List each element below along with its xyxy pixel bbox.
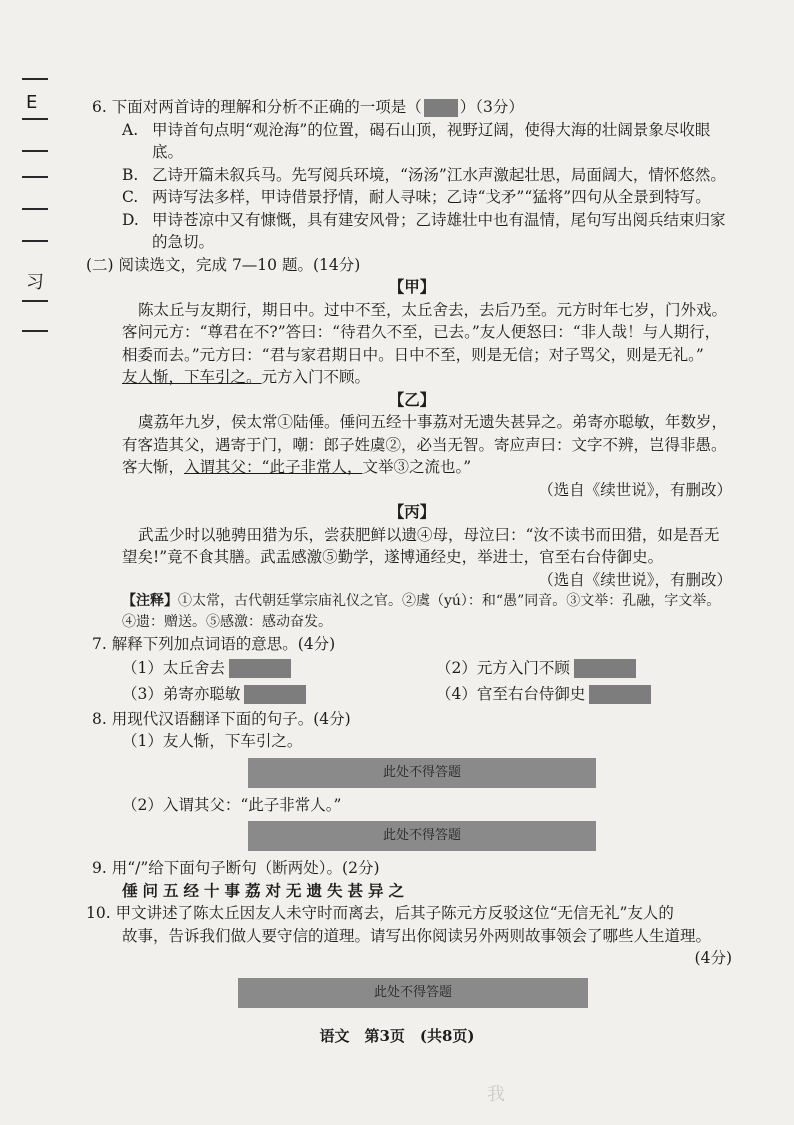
q10-stem: 故事，告诉我们做人要守信的道理。请写出你阅读另外两则故事领会了哪些人生道理。 xyxy=(122,926,712,945)
no-answer-bar: 此处不得答题 xyxy=(248,821,596,851)
passage-line: 陈太丘与友期行，期日中。过中不至，太丘舍去，去后乃至。元方时年七岁，门外戏。 xyxy=(138,300,728,319)
q6-score: ）（3分） xyxy=(459,98,524,116)
passage-text: 客大惭， xyxy=(122,458,185,476)
q8-stem: 8. 用现代汉语翻译下面的句子。(4分) xyxy=(92,709,351,728)
q7-row xyxy=(92,682,732,708)
q7-item-4 xyxy=(418,682,732,708)
q7-item-text: （1）太丘舍去 xyxy=(122,659,225,678)
q8-answer-area-1[interactable] xyxy=(248,758,596,788)
q8-item-1: （1）友人惭，下车引之。 xyxy=(122,732,303,750)
option-text: 甲诗首句点明“观沧海”的位置，碣石山顶，视野辽阔，使得大海的壮阔景象尽收眼底。 xyxy=(152,120,711,161)
margin-line xyxy=(22,150,48,152)
margin-line xyxy=(22,300,48,302)
option-label: D. xyxy=(122,210,139,229)
annotation-line xyxy=(92,591,732,612)
q9-sentence: 倕问五经十事荔对无遗失甚异之 xyxy=(122,880,410,900)
q7-item-1 xyxy=(122,656,418,682)
q7-answer-box[interactable] xyxy=(229,659,291,678)
option-label: B. xyxy=(122,165,139,184)
q10-stem: 10. 甲文讲述了陈太丘因友人未守时而离去，后其子陈元方反驳这位“无信无礼”友人的 xyxy=(86,904,674,922)
option-text: 乙诗开篇未叙兵马。先写阅兵环境，“汤汤”江水声激起壮思，局面阔大，情怀悠然。 xyxy=(152,165,726,184)
annotation-text: ①太常，古代朝廷掌宗庙礼仪之官。②虞（yú）：和“愚”同音。③文举：孔融，字文举。 xyxy=(178,593,721,609)
margin-line xyxy=(22,240,48,242)
passage-bing-title: 【丙】 xyxy=(388,502,436,521)
q7-answer-box[interactable] xyxy=(574,659,636,678)
passage-text: 文举③之流也。” xyxy=(362,458,472,476)
q7-item-text: （3）弟寄亦聪敏 xyxy=(122,685,241,704)
q10-score: (4分) xyxy=(694,949,732,967)
q6-answer-box[interactable] xyxy=(424,99,458,117)
passage-line: 有客造其父，遇寄于门，嘲：郎子姓虞②，必当无智。寄应声曰：文字不辨，岂得非愚。 xyxy=(122,435,727,454)
q7-item-text: （4）官至右台侍御史 xyxy=(436,685,586,704)
q7-row xyxy=(92,656,732,682)
q9-stem: 9. 用“/”给下面句子断句（断两处）。(2分) xyxy=(92,859,380,877)
margin-line xyxy=(22,330,48,332)
exam-content xyxy=(86,96,732,1008)
q7-item-3 xyxy=(122,682,418,708)
q6-stem-text: 6. 下面对两首诗的理解和分析不正确的一项是（ xyxy=(92,98,422,116)
passage-line: 虞荔年九岁，侯太常①陆倕。倕问五经十事荔对无遗失甚异之。弟寄亦聪敏，年数岁， xyxy=(138,413,728,431)
passage-source: （选自《续世说》，有删改） xyxy=(538,570,732,589)
q7-answer-box[interactable] xyxy=(244,685,306,704)
section-heading: (二) 阅读选文，完成 7—10 题。(14分) xyxy=(86,255,361,274)
margin-char-e: E xyxy=(26,92,38,113)
passage-yi-title: 【乙】 xyxy=(388,389,436,409)
no-answer-bar: 此处不得答题 xyxy=(238,978,588,1008)
passage-line: 客问元方：“尊君在不?”答曰：“待君久不至，已去。”友人便怒曰：“非人哉！与人期行， xyxy=(122,323,721,341)
margin-line xyxy=(22,208,48,210)
option-text: 甲诗苍凉中又有慷慨，具有建安风骨；乙诗雄壮中也有温情，尾句写出阅兵结束归家的急切。 xyxy=(152,210,726,251)
passage-line xyxy=(92,456,732,479)
passage-jia-title: 【甲】 xyxy=(388,277,436,296)
annotation-label: 【注释】 xyxy=(122,593,178,609)
passage-line: 武盂少时以驰骋田猎为乐，尝获肥鲜以遗④母，母泣曰：“汝不读书而田猎，如是吾无 xyxy=(138,525,720,544)
passage-line: 望矣!”竟不食其膳。武盂感激⑤勤学，遂博通经史，举进士，官至右台侍御史。 xyxy=(122,548,664,566)
option-label: A. xyxy=(122,120,139,139)
underlined-sentence: 入谓其父：“此子非常人， xyxy=(184,458,363,476)
margin-line xyxy=(22,176,48,178)
q6-option-c xyxy=(92,186,732,209)
passage-source: （选自《续世说》，有删改） xyxy=(538,480,732,499)
q6-stem xyxy=(92,96,732,119)
faint-stamp: 我 xyxy=(487,1084,505,1105)
option-label: C. xyxy=(122,188,139,206)
page-footer: 语文 第3页 (共8页) xyxy=(319,1027,475,1045)
q7-item-text: （2）元方入门不顾 xyxy=(436,659,570,678)
q8-item-2: （2）入谓其父：“此子非常人。” xyxy=(122,795,342,814)
no-answer-bar: 此处不得答题 xyxy=(248,758,596,788)
q7-answer-box[interactable] xyxy=(589,685,651,704)
q6-option-b xyxy=(92,164,732,187)
q7-item-2 xyxy=(418,656,732,682)
passage-line xyxy=(92,366,732,389)
q8-answer-area-2[interactable] xyxy=(248,821,596,851)
passage-text: 元方入门不顾。 xyxy=(261,368,371,386)
annotation-line: ④遗：赠送。⑤感激：感动奋发。 xyxy=(122,614,332,630)
margin-char-xi: 习 xyxy=(26,272,44,293)
q7-stem: 7. 解释下列加点词语的意思。(4分) xyxy=(92,635,336,653)
q6-option-d xyxy=(92,209,732,254)
margin-line xyxy=(22,78,48,80)
q10-answer-area[interactable] xyxy=(238,978,588,1008)
underlined-sentence: 友人惭，下车引之。 xyxy=(122,368,262,386)
margin-line xyxy=(22,118,48,120)
passage-line: 相委而去。”元方曰：“君与家君期日中。日中不至，则是无信；对子骂父，则是无礼。” xyxy=(122,345,704,364)
q6-option-a xyxy=(92,119,732,164)
option-text: 两诗写法多样，甲诗借景抒情，耐人寻味；乙诗“戈矛”“猛将”四句从全景到特写。 xyxy=(152,188,711,206)
